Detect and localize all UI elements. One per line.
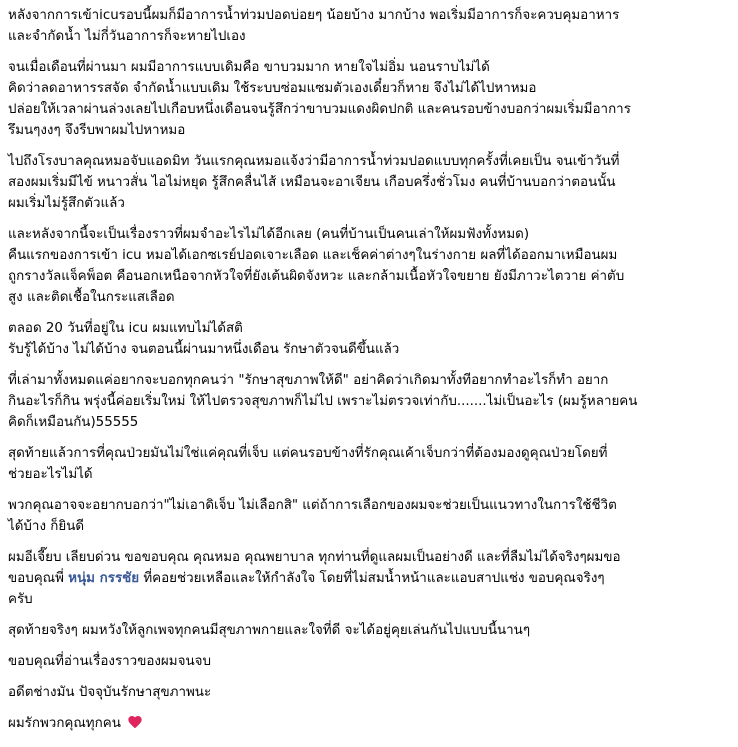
post-paragraph-1: หลังจากการเข้าicuรอบนี้ผมก็มีอาการน้ำท่วมปอดบ่อยๆ น้อยบ้าง มากบ้าง พอเริ่มมีอาการก็จะควบคุมอาหาร และจำกัดน้ำ ไม่กี่วันอาการก็จะหายไปเอง (8, 8, 620, 44)
post-paragraph-3: ไปถึงโรงบาลคุณหมอจับแอดมิท วันแรกคุณหมอแจ้งว่ามีอาการน้ำท่วมปอดแบบทุกครั้งที่เคยเป็น จนเข้าวันที่ สองผมเริ่มมีไข้ หนาวสั่น ไอไม่หยุด รู้สึกคลื่นไส้ เหมือนจะอาเจียน เกือบครึ่งชั่วโมง คนที่บ้านบอกว่าตอนนั้น ผมเริ่มไม่รู้สึกตัวแล้ว (8, 154, 620, 211)
post-paragraph-8: พวกคุณอาจจะอยากบอกว่า"ไม่เอาดิเจ็บ ไม่เลือกสิ" แต่ถ้าการเลือกของผมจะช่วยเป็นแนวทางในการใช้ชีวิต ได้บ้าง ก็ยินดี (8, 498, 617, 534)
post-paragraph-11: ขอบคุณที่อ่านเรื่องราวของผมจนจบ (8, 654, 211, 669)
post-paragraph-10: สุดท้ายจริงๆ ผมหวังให้ลูกเพจทุกคนมีสุขภาพกายและใจที่ดี จะได้อยู่คุยเล่นกันไปแบบนี้นานๆ (8, 623, 531, 638)
mention-link[interactable]: หนุ่ม กรรชัย (68, 571, 140, 586)
post-paragraph-13 (8, 713, 730, 734)
paragraph-9-text-end: ที่คอยช่วยเหลือและให้กำลังใจ โดยที่ไม่สมน้ำหน้าและแอบสาปแช่ง ขอบคุณจริงๆ ครับ (8, 571, 605, 607)
post-paragraph-4: และหลังจากนี้จะเป็นเรื่องราวที่ผมจำอะไรไม่ได้อีกเลย (คนที่บ้านเป็นคนเล่าให้ผมฟังทั้งหมด) คืนแรกของการเข้า icu หมอได้เอกซเรย์ปอดเจาะเลือด และเช็คค่าต่างๆในร่างกาย ผลที่ได้ออกมาเหมือนผม ถูกรางวัลแจ็คพ็อต คือนอกเหนือจากหัวใจที่ยังเต้นผิดจังหวะ และกล้ามเนื้อหัวใจขยาย ยังมีภาวะไตวาย ค่าตับ สูง และติดเชื้อในกระแสเลือด (8, 227, 625, 305)
post-paragraph-7: สุดท้ายแล้วการที่คุณป่วยมันไม่ใช่แค่คุณที่เจ็บ แต่คนรอบข้างที่รักคุณเค้าเจ็บกว่าที่ต้องมองดูคุณป่วยโดยที่ ช่วยอะไรไม่ได้ (8, 446, 608, 482)
closing-text: ผมรักพวกคุณทุกคน (8, 716, 121, 731)
paragraph-9-text-start: ผมอีเจี๊ยบ เลียบด่วน ขอขอบคุณ คุณหมอ คุณพยาบาล ทุกท่านที่ดูแลผมเป็นอย่างดี และที่ลืมไม่ได้จริงๆผมขอ ขอบคุณพี่ (8, 550, 621, 586)
post-paragraph-12: อดีตช่างมัน ปัจจุบันรักษาสุขภาพนะ (8, 685, 212, 700)
heart-icon (127, 714, 143, 730)
post-paragraph-9 (8, 547, 730, 610)
post-paragraph-5: ตลอด 20 วันที่อยู่ใน icu ผมแทบไม่ได้สติ รับรู้ได้บ้าง ไม่ได้บ้าง จนตอนนี้ผ่านมาหนึ่งเดือน รักษาตัวจนดีขึ้นแล้ว (8, 321, 400, 357)
post-paragraph-6: ที่เล่ามาทั้งหมดแค่อยากจะบอกทุกคนว่า "รักษาสุขภาพให้ดี" อย่าคิดว่าเกิดมาทั้งทีอยากทำอะไรก็ทำ อยาก กินอะไรก็กิน พรุ่งนี้ค่อยเริ่มใหม่ ให้ไปตรวจสุขภาพก็ไม่ไป เพราะไม่ตรวจเท่ากับ.......ไม่เป็นอะไร (ผมรู้หลายคน คิดก็เหมือนกัน)55555 (8, 373, 638, 430)
post-paragraph-2: จนเมื่อเดือนที่ผ่านมา ผมมีอาการแบบเดิมคือ ขาบวมมาก หายใจไม่อิ่ม นอนราบไม่ได้ คิดว่าลดอาหารรสจัด จำกัดน้ำแบบเดิม ใช้ระบบซ่อมแซมตัวเองเดี๋ยวก็หาย จึงไม่ได้ไปหาหมอ ปล่อยให้เวลาผ่านล่วงเลยไปเกือบหนึ่งเดือนจนรู้สึกว่าขาบวมแดงผิดปกติ และคนรอบข้างบอกว่าผมเริ่มมีอาการ รึมนๆงงๆ จึงรีบพาผมไปหาหมอ (8, 60, 631, 138)
post-text-body (8, 0, 730, 734)
